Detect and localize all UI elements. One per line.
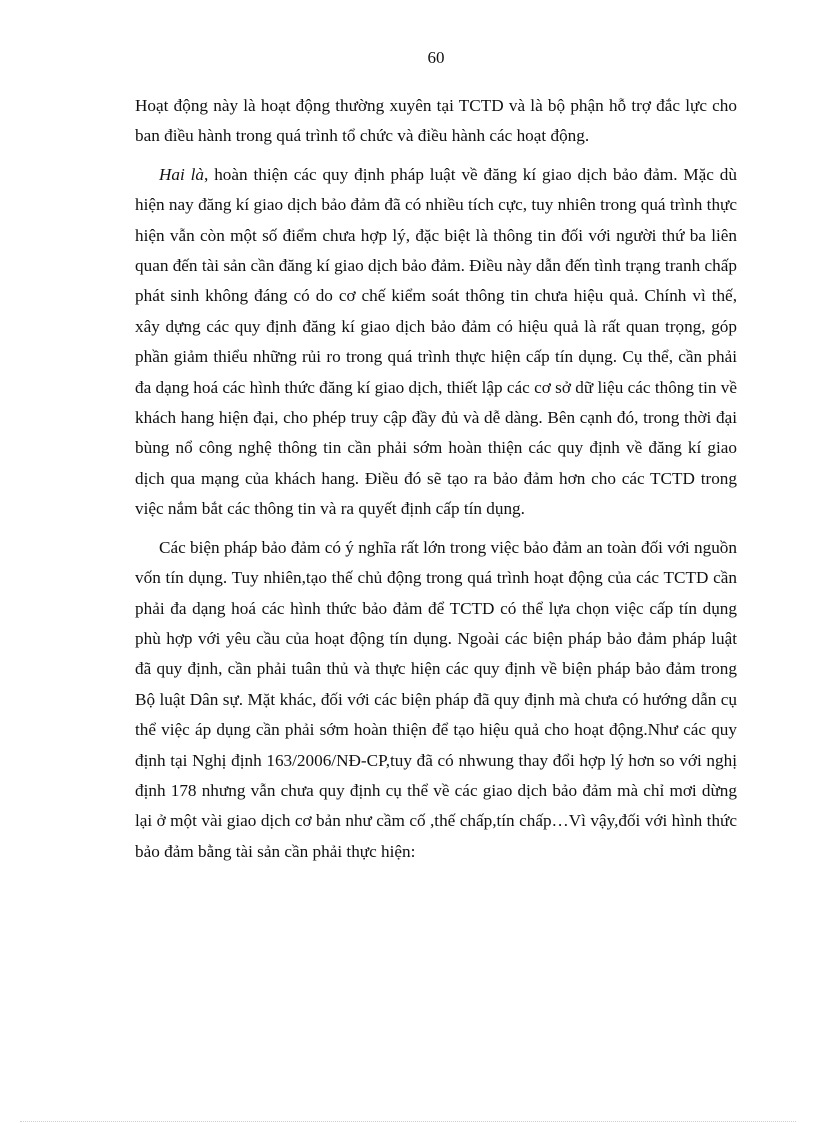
paragraph-2-lead: Hai là — [159, 164, 205, 184]
paragraph-2 — [135, 160, 737, 525]
page-bottom-divider — [20, 1121, 796, 1122]
paragraph-3: Các biện pháp bảo đảm có ý nghĩa rất lớn trong việc bảo đảm an toàn đối với nguồn vốn tín dụng. Tuy nhiên,tạo thế chủ động trong quá trình hoạt động của các TCTD cần phải đa dạng hoá các hình thức bảo đảm để TCTD có thể lựa chọn việc cấp tín dụng phù hợp với yêu cầu của hoạt động tín dụng. Ngoài các biện pháp bảo đảm pháp luật đã quy định, cần phải tuân thủ và thực hiện các quy định về biện pháp bảo đảm trong Bộ luật Dân sự. Mặt khác, đối với các biện pháp đã quy định mà chưa có hướng dẫn cụ thể việc áp dụng cần phải sớm hoàn thiện để tạo hiệu quả cho hoạt động.Như các quy định tại Nghị định 163/2006/NĐ-CP,tuy đã có nhwung thay đổi hợp lý hơn so với nghị định 178 nhưng vẫn chưa quy định cụ thể về các giao dịch bảo đảm mà chỉ mơi dừng lại ở một vài giao dịch cơ bản như cầm cố ,thế chấp,tín chấp…Vì vậy,đối với hình thức bảo đảm bằng tài sản cần phải thực hiện: — [135, 537, 737, 861]
document-body — [135, 91, 737, 875]
paragraph-1: Hoạt động này là hoạt động thường xuyên tại TCTD và là bộ phận hỗ trợ đắc lực cho ban điều hành trong quá trình tổ chức và điều hành các hoạt động. — [135, 96, 737, 146]
paragraph-2-text: , hoàn thiện các quy định pháp luật về đăng kí giao dịch bảo đảm. Mặc dù hiện nay đăng kí giao dịch bảo đảm đã có nhiều tích cực, tuy nhiên trong quá trình thực hiện vẫn còn một số điểm chưa hợp lý, đặc biệt là thông tin đối với người thứ ba liên quan đến tài sản cần đăng kí giao dịch bảo đảm. Điều này dẫn đến tình trạng tranh chấp phát sinh không đáng có do cơ chế kiểm soát thông tin chưa hiệu quả. Chính vì thế, xây dựng các quy định đăng kí giao dịch bảo đảm có hiệu quả là rất quan trọng, góp phần giảm thiểu những rủi ro trong quá trình thực hiện cấp tín dụng. Cụ thể, cần phải đa dạng hoá các hình thức đăng kí giao dịch, thiết lập các cơ sở dữ liệu các thông tin về khách hang hiện đại, cho phép truy cập đầy đủ và dễ dàng. Bên cạnh đó, trong thời đại bùng nổ công nghệ thông tin cần phải sớm hoàn thiện các quy định về đăng kí giao dịch qua mạng của khách hang. Điều đó sẽ tạo ra bảo đảm hơn cho các TCTD trong việc nắm bắt các thông tin và ra quyết định cấp tín dụng. — [135, 164, 737, 519]
page-number: 60 — [427, 48, 445, 67]
